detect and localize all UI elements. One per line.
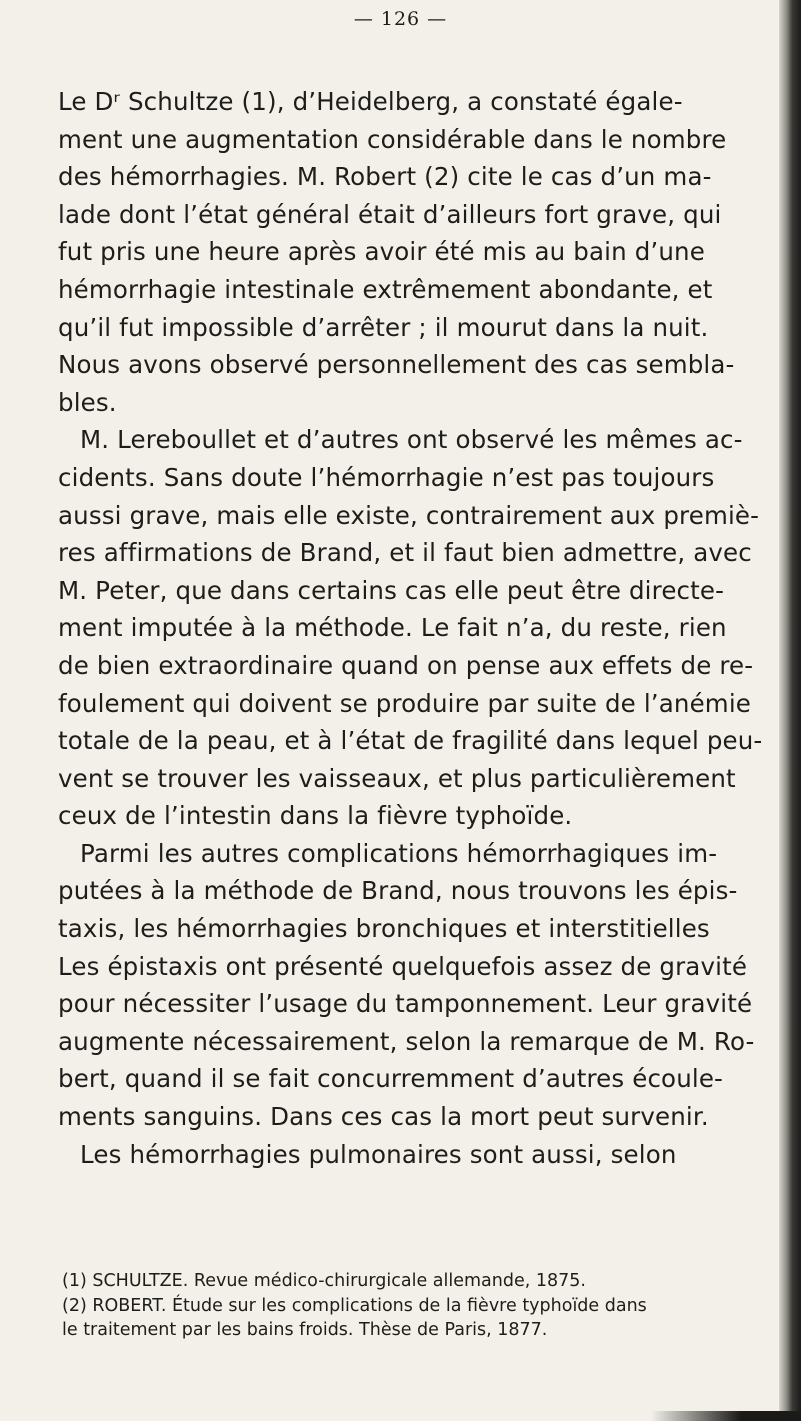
text-line: des hémorrhagies. M. Robert (2) cite le cas d’un ma-: [58, 162, 712, 192]
footnote-1: (1) SCHULTZE. Revue médico-chirurgicale allemande, 1875.: [62, 1271, 586, 1291]
text-line: pour nécessiter l’usage du tamponnement. Leur gravité: [58, 989, 753, 1019]
text-line: cidents. Sans doute l’hémorrhagie n’est pas toujours: [58, 462, 715, 492]
footnote-2: (2) ROBERT. Étude sur les complications de la fièvre typhoïde dans: [62, 1295, 647, 1316]
text-line: Parmi les autres complications hémorrhagiques im-: [80, 838, 718, 868]
page-edge-shadow: [779, 0, 801, 1421]
page-corner-shadow: [651, 1411, 801, 1421]
text-line: M. Lereboullet et d’autres ont observé les mêmes ac-: [80, 425, 743, 455]
text-line: foulement qui doivent se produire par suite de l’anémie: [58, 688, 751, 718]
text-line: res affirmations de Brand, et il faut bien admettre, avec: [58, 538, 752, 568]
text-line: de bien extraordinaire quand on pense aux effets de re-: [58, 650, 754, 680]
text-line: totale de la peau, et à l’état de fragilité dans lequel peu-: [58, 726, 763, 756]
text-line: Nous avons observé personnellement des cas sembla-: [58, 350, 735, 380]
text-line: taxis, les hémorrhagies bronchiques et interstitielles: [58, 914, 710, 944]
text-line: bles.: [58, 387, 117, 417]
text-line: vent se trouver les vaisseaux, et plus particulièrement: [58, 763, 736, 793]
text-line: Les épistaxis ont présenté quelquefois assez de gravité: [58, 951, 748, 981]
text-line: ment imputée à la méthode. Le fait n’a, du reste, rien: [58, 613, 727, 643]
body-text: [58, 83, 763, 1173]
page-number-header: — 126 —: [353, 8, 448, 30]
text-line: fut pris une heure après avoir été mis au bain d’une: [58, 237, 705, 267]
text-line: ment une augmentation considérable dans le nombre: [58, 124, 727, 154]
text-line: putées à la méthode de Brand, nous trouvons les épis-: [58, 876, 738, 906]
text-line: Les hémorrhagies pulmonaires sont aussi, selon: [80, 1139, 677, 1169]
text-line: lade dont l’état général était d’ailleurs fort grave, qui: [58, 199, 722, 229]
text-line: M. Peter, que dans certains cas elle peut être directe-: [58, 575, 725, 605]
text-line: ceux de l’intestin dans la fièvre typhoïde.: [58, 801, 573, 831]
footnote-2-continued: le traitement par les bains froids. Thèse de Paris, 1877.: [62, 1320, 548, 1340]
footnotes: [62, 1269, 762, 1343]
text-line: augmente nécessairement, selon la remarque de M. Ro-: [58, 1026, 755, 1056]
text-line: qu’il fut impossible d’arrêter ; il mourut dans la nuit.: [58, 312, 709, 342]
text-line: Le Dʳ Schultze (1), d’Heidelberg, a constaté égale-: [58, 87, 683, 116]
text-line: aussi grave, mais elle existe, contrairement aux premiè-: [58, 500, 760, 530]
text-line: bert, quand il se fait concurremment d’autres écoule-: [58, 1064, 724, 1094]
text-line: ments sanguins. Dans ces cas la mort peut survenir.: [58, 1102, 709, 1132]
text-line: hémorrhagie intestinale extrêmement abondante, et: [58, 274, 713, 304]
